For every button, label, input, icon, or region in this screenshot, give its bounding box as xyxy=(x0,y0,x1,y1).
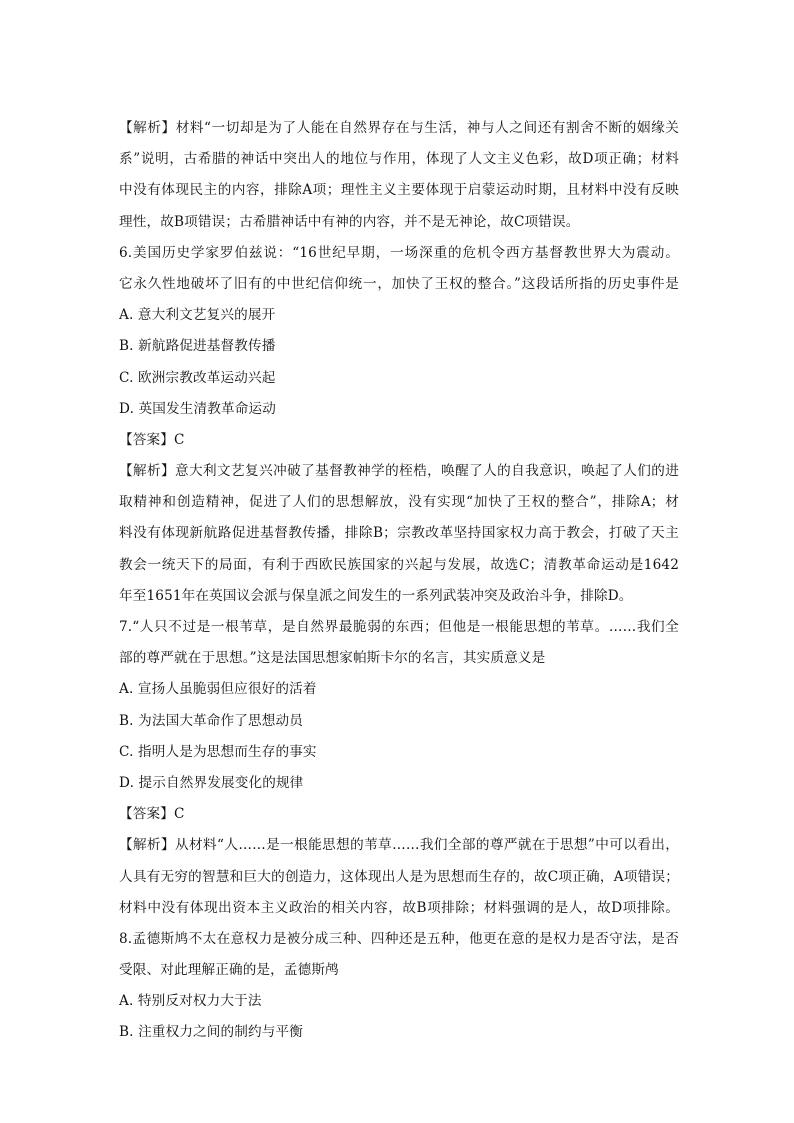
question-7-option-b: B. 为法国大革命作了思想动员 xyxy=(119,712,304,729)
question-6-analysis-line-2: 取精神和创造精神，促进了人们的思想解放，没有实现“加快了王权的整合”，排除A；材 xyxy=(119,494,679,511)
question-7-stem-line-1: 7.“人只不过是一根苇草，是自然界最脆弱的东西；但他是一根能思想的苇草。……我们全 xyxy=(119,619,679,635)
question-8-stem-line-1: 8.孟德斯鸠不太在意权力是被分成三种、四种还是五种，他更在意的是权力是否守法，是否 xyxy=(119,930,679,947)
question-6-analysis-line-1: 【解析】意大利文艺复兴冲破了基督教神学的桎梏，唤醒了人的自我意识，唤起了人们的进 xyxy=(119,463,679,480)
question-6-analysis-line-5: 年至1651年在英国议会派与保皇派之间发生的一系列武装冲突及政治斗争，排除D。 xyxy=(119,587,633,604)
question-6-option-a: A. 意大利文艺复兴的展开 xyxy=(119,307,276,324)
question-8-stem-line-2: 受限、对此理解正确的是，孟德斯鸬 xyxy=(119,962,339,979)
question-7-analysis-line-1: 【解析】从材料“人……是一根能思想的苇草……我们全部的尊严就在于思想”中可以看出， xyxy=(119,837,679,854)
question-7-stem-line-2: 部的尊严就在于思想。”这是法国思想家帕斯卡尔的名言，其实质意义是 xyxy=(119,650,546,667)
question-7-answer: 【答案】C xyxy=(119,806,185,823)
question-6-option-c: C. 欧洲宗教改革运动兴起 xyxy=(119,369,276,386)
question-6-answer: 【答案】C xyxy=(119,431,185,448)
question-6-analysis-line-4: 教会一统天下的局面，有利于西欧民族国家的兴起与发展，故选C；清教革命运动是1642 xyxy=(119,556,679,573)
question-7-option-c: C. 指明人是为思想而生存的事实 xyxy=(119,743,317,760)
question-6-option-b: B. 新航路促进基督教传播 xyxy=(119,338,276,355)
analysis-q5-line-4: 理性，故B项错误；古希腊神话中有神的内容，并不是无神论，故C项错误。 xyxy=(119,213,580,230)
analysis-q5-line-2: 系”说明，古希腊的神话中突出人的地位与作用，体现了人文主义色彩，故D项正确；材料 xyxy=(119,151,679,168)
question-7-option-a: A. 宣扬人虽脆弱但应很好的活着 xyxy=(119,681,317,698)
question-7-analysis-line-2: 人具有无穷的智慧和巨大的创造力，这体现出人是为思想而生存的，故C项正确，A项错误； xyxy=(119,868,679,885)
analysis-q5-line-3: 中没有体现民主的内容，排除A项；理性主义主要体现于启蒙运动时期，且材料中没有反映 xyxy=(119,182,679,199)
question-8-option-a: A. 特别反对权力大于法 xyxy=(119,993,262,1010)
question-7-analysis-line-3: 材料中没有体现出资本主义政治的相关内容，故B项排除；材料强调的是人，故D项排除。 xyxy=(119,899,679,916)
question-7-option-d: D. 提示自然界发展变化的规律 xyxy=(119,774,304,791)
question-6-stem-line-2: 它永久性地破坏了旧有的中世纪信仰统一，加快了王权的整合。”这段话所指的历史事件是 xyxy=(119,275,679,292)
question-6-stem-line-1: 6.美国历史学家罗伯兹说：“16世纪早期，一场深重的危机令西方基督教世界大为震动。 xyxy=(119,244,679,261)
question-6-option-d: D. 英国发生清教革命运动 xyxy=(119,400,276,417)
question-6-analysis-line-3: 料没有体现新航路促进基督教传播，排除B；宗教改革坚持国家权力高于教会，打破了天主 xyxy=(119,525,679,542)
analysis-q5-line-1: 【解析】材料“一切却是为了人能在自然界存在与生活，神与人之间还有割舍不断的姻缘关 xyxy=(119,120,679,136)
document-page xyxy=(119,113,679,1049)
question-8-option-b: B. 注重权力之间的制约与平衡 xyxy=(119,1024,304,1041)
